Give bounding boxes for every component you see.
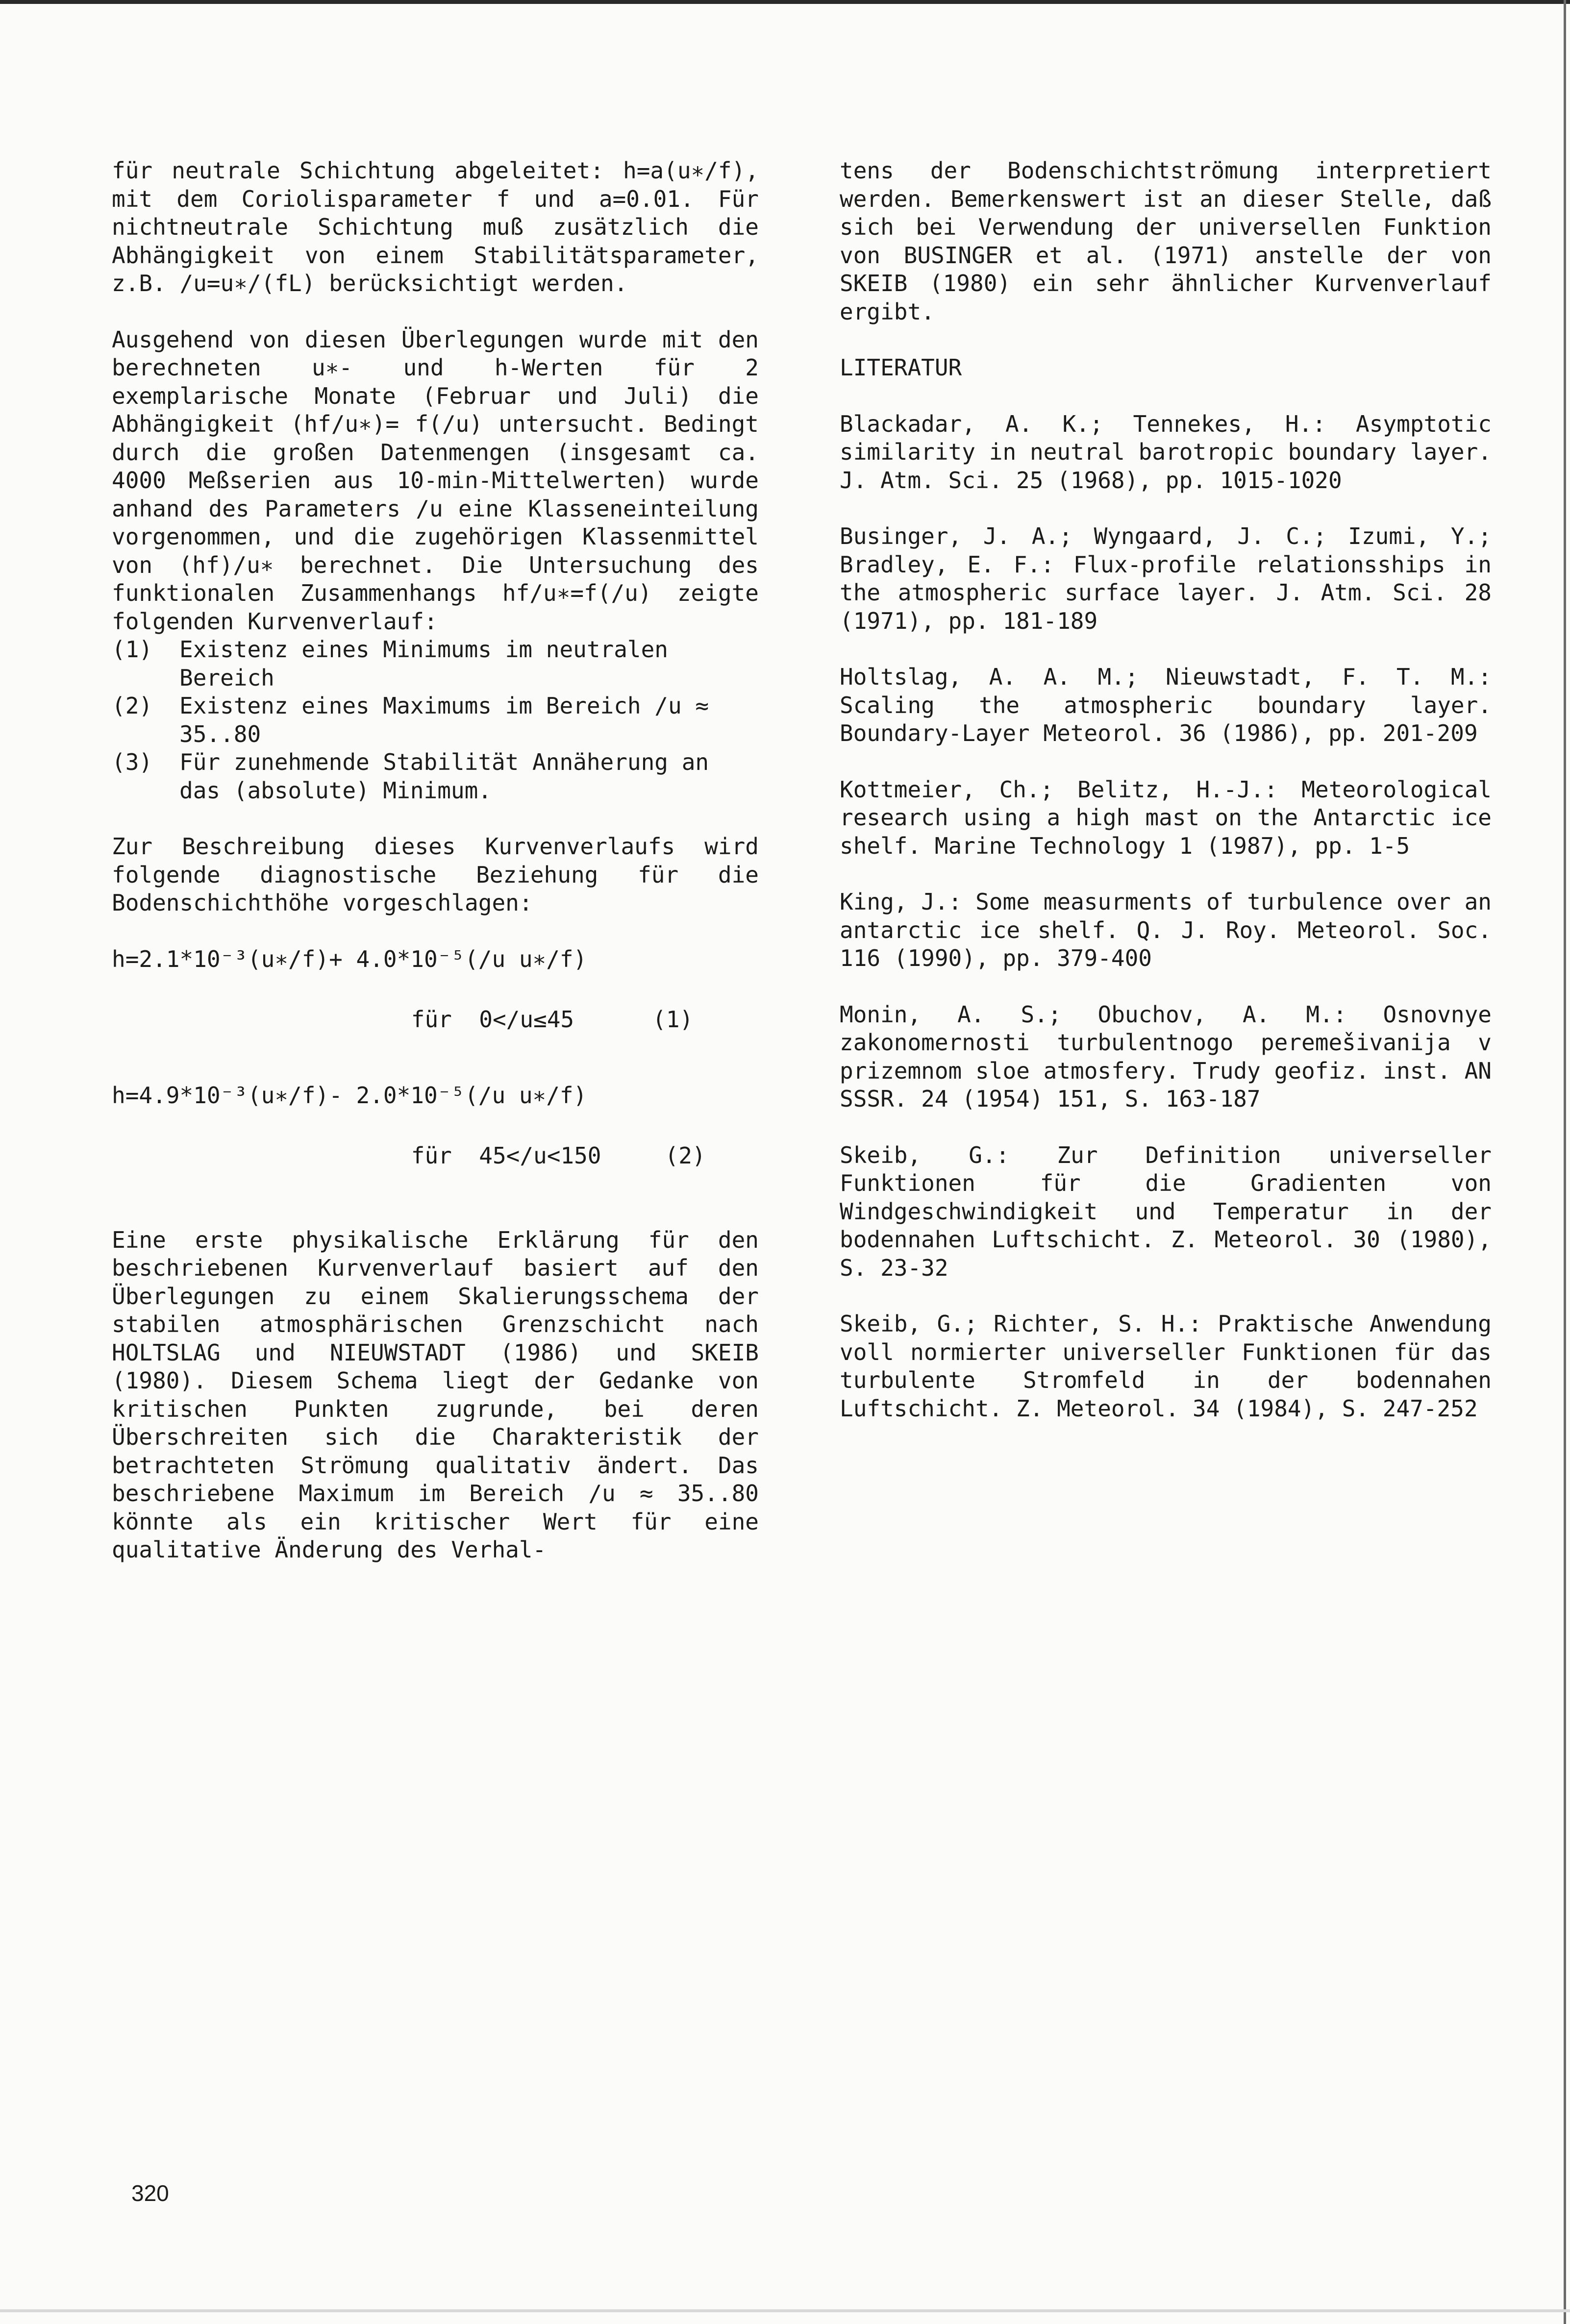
equation-number: (1) (652, 1006, 694, 1033)
paragraph-neutral-layering: für neutrale Schichtung abgeleitet: h=a(u∗/f), mit dem Coriolisparameter f und a=0.01. Für nichtneutrale Schichtung muß zusätzlich die Abhängigkeit von einem Stabilitätsparameter, z.B. ∕u=u∗/(fL) berücksichtigt werden. (112, 157, 773, 297)
references-heading: LITERATUR (840, 354, 962, 381)
reference-item: King, J.: Some measurments of turbulence over an antarctic ice shelf. Q. J. Roy. Meteorol. Soc. 116 (1990), pp. 379-400 (840, 889, 1505, 971)
paragraph-physical-explanation: Eine erste physikalische Erklärung für den beschriebenen Kurvenverlauf basiert auf den Überlegungen zu einem Skalierungsschema der stabilen atmosphärischen Grenzschicht nach HOLTSLAG und NIEUWSTADT (1986) und SKEIB (1980). Diesem Schema liegt der Gedanke von kritischen Punkten zugrunde, bei deren Überschreiten sich die Charakteristik der betrachteten Strömung qualitativ ändert. Das beschriebene Maximum im Bereich ∕u ≈ 35..80 könnte als ein kritischer Wert für eine qualitative Änderung des Verhal- (112, 1226, 773, 1563)
reference-item: Skeib, G.; Richter, S. H.: Praktische Anwendung voll normierter universeller Funktionen für das turbulente Stromfeld in der bodennahen Luftschicht. Z. Meteorol. 34 (1984), S. 247-252 (840, 1310, 1505, 1422)
left-column (112, 157, 773, 1592)
formula-2: h=4.9*10⁻³(u∗/f)- 2.0*10⁻⁵(∕u u∗/f) (112, 1082, 587, 1109)
list-number: (2) (112, 692, 153, 719)
curve-feature-list (112, 636, 759, 805)
list-item (112, 748, 759, 805)
formula-1-condition (112, 977, 759, 1062)
right-column (840, 157, 1505, 1451)
top-rule (0, 0, 1570, 4)
page-number: 320 (131, 2180, 169, 2206)
reference-item: Monin, A. S.; Obuchov, A. M.: Osnovnye zakonomernosti turbulentnogo peremešivanija v prizemnom sloe atmosfery. Trudy geofiz. inst. AN SSSR. 24 (1954) 151, S. 163-187 (840, 1001, 1505, 1112)
list-text: Existenz eines Minimums im neutralen Bereich (179, 636, 668, 691)
paragraph-analysis: Ausgehend von diesen Überlegungen wurde mit den berechneten u∗- und h-Werten für 2 exemplarische Monate (Februar und Juli) die Abhängigkeit (hf/u∗)= f(∕u) untersucht. Bedingt durch die großen Datenmengen (insgesamt ca. 4000 Meßserien aus 10-min-Mittelwerten) wurde anhand des Parameters ∕u eine Klasseneinteilung vorgenommen, und die zugehörigen Klassenmittel von (hf)/u∗ berechnet. Die Untersuchung des funktionalen Zusammenhangs hf/u∗=f(∕u) zeigte folgenden Kurvenverlauf: (112, 326, 773, 635)
formula-2-range: für 45<∕u<150 (411, 1142, 601, 1169)
list-number: (3) (112, 749, 153, 775)
formula-2-condition (112, 1113, 759, 1198)
list-text: Für zunehmende Stabilität Annäherung an das (absolute) Minimum. (179, 749, 709, 804)
reference-item: Businger, J. A.; Wyngaard, J. C.; Izumi, Y.; Bradley, E. F.: Flux-profile relationsships in the atmospheric surface layer. J. Atm. Sci. 28 (1971), pp. 181-189 (840, 523, 1505, 634)
reference-item: Blackadar, A. K.; Tennekes, H.: Asymptotic similarity in neutral barotropic boundary layer. J. Atm. Sci. 25 (1968), pp. 1015-1020 (840, 410, 1505, 494)
list-item (112, 636, 759, 692)
bottom-edge (0, 2309, 1570, 2312)
formula-1: h=2.1*10⁻³(u∗/f)+ 4.0*10⁻⁵(∕u u∗/f) (112, 945, 587, 972)
reference-item: Holtslag, A. A. M.; Nieuwstadt, F. T. M.: Scaling the atmospheric boundary layer. Boundary-Layer Meteorol. 36 (1986), pp. 201-209 (840, 664, 1505, 746)
list-number: (1) (112, 636, 153, 663)
reference-item: Skeib, G.: Zur Definition universeller Funktionen für die Gradienten von Windgeschwindigkeit und Temperatur in der bodennahen Luftschicht. Z. Meteorol. 30 (1980), S. 23-32 (840, 1141, 1505, 1281)
formula-1-range: für 0<∕u≤45 (411, 1006, 574, 1033)
reference-item: Kottmeier, Ch.; Belitz, H.-J.: Meteorological research using a high mast on the Antarctic ice shelf. Marine Technology 1 (1987), pp. 1-5 (840, 776, 1505, 859)
paragraph-continuation: tens der Bodenschichtströmung interpretiert werden. Bemerkenswert ist an dieser Stelle, daß sich bei Verwendung der universellen Funktion von BUSINGER et al. (1971) anstelle der von SKEIB (1980) ein sehr ähnlicher Kurvenverlauf ergibt. (840, 157, 1505, 325)
list-item (112, 692, 759, 748)
paragraph-description: Zur Beschreibung dieses Kurvenverlaufs wird folgende diagnostische Beziehung für die Bodenschichthöhe vorgeschlagen: (112, 833, 773, 916)
equation-number: (2) (665, 1142, 706, 1169)
list-text: Existenz eines Maximums im Bereich ∕u ≈ 35..80 (179, 692, 709, 747)
right-edge-rule (1564, 0, 1566, 2324)
